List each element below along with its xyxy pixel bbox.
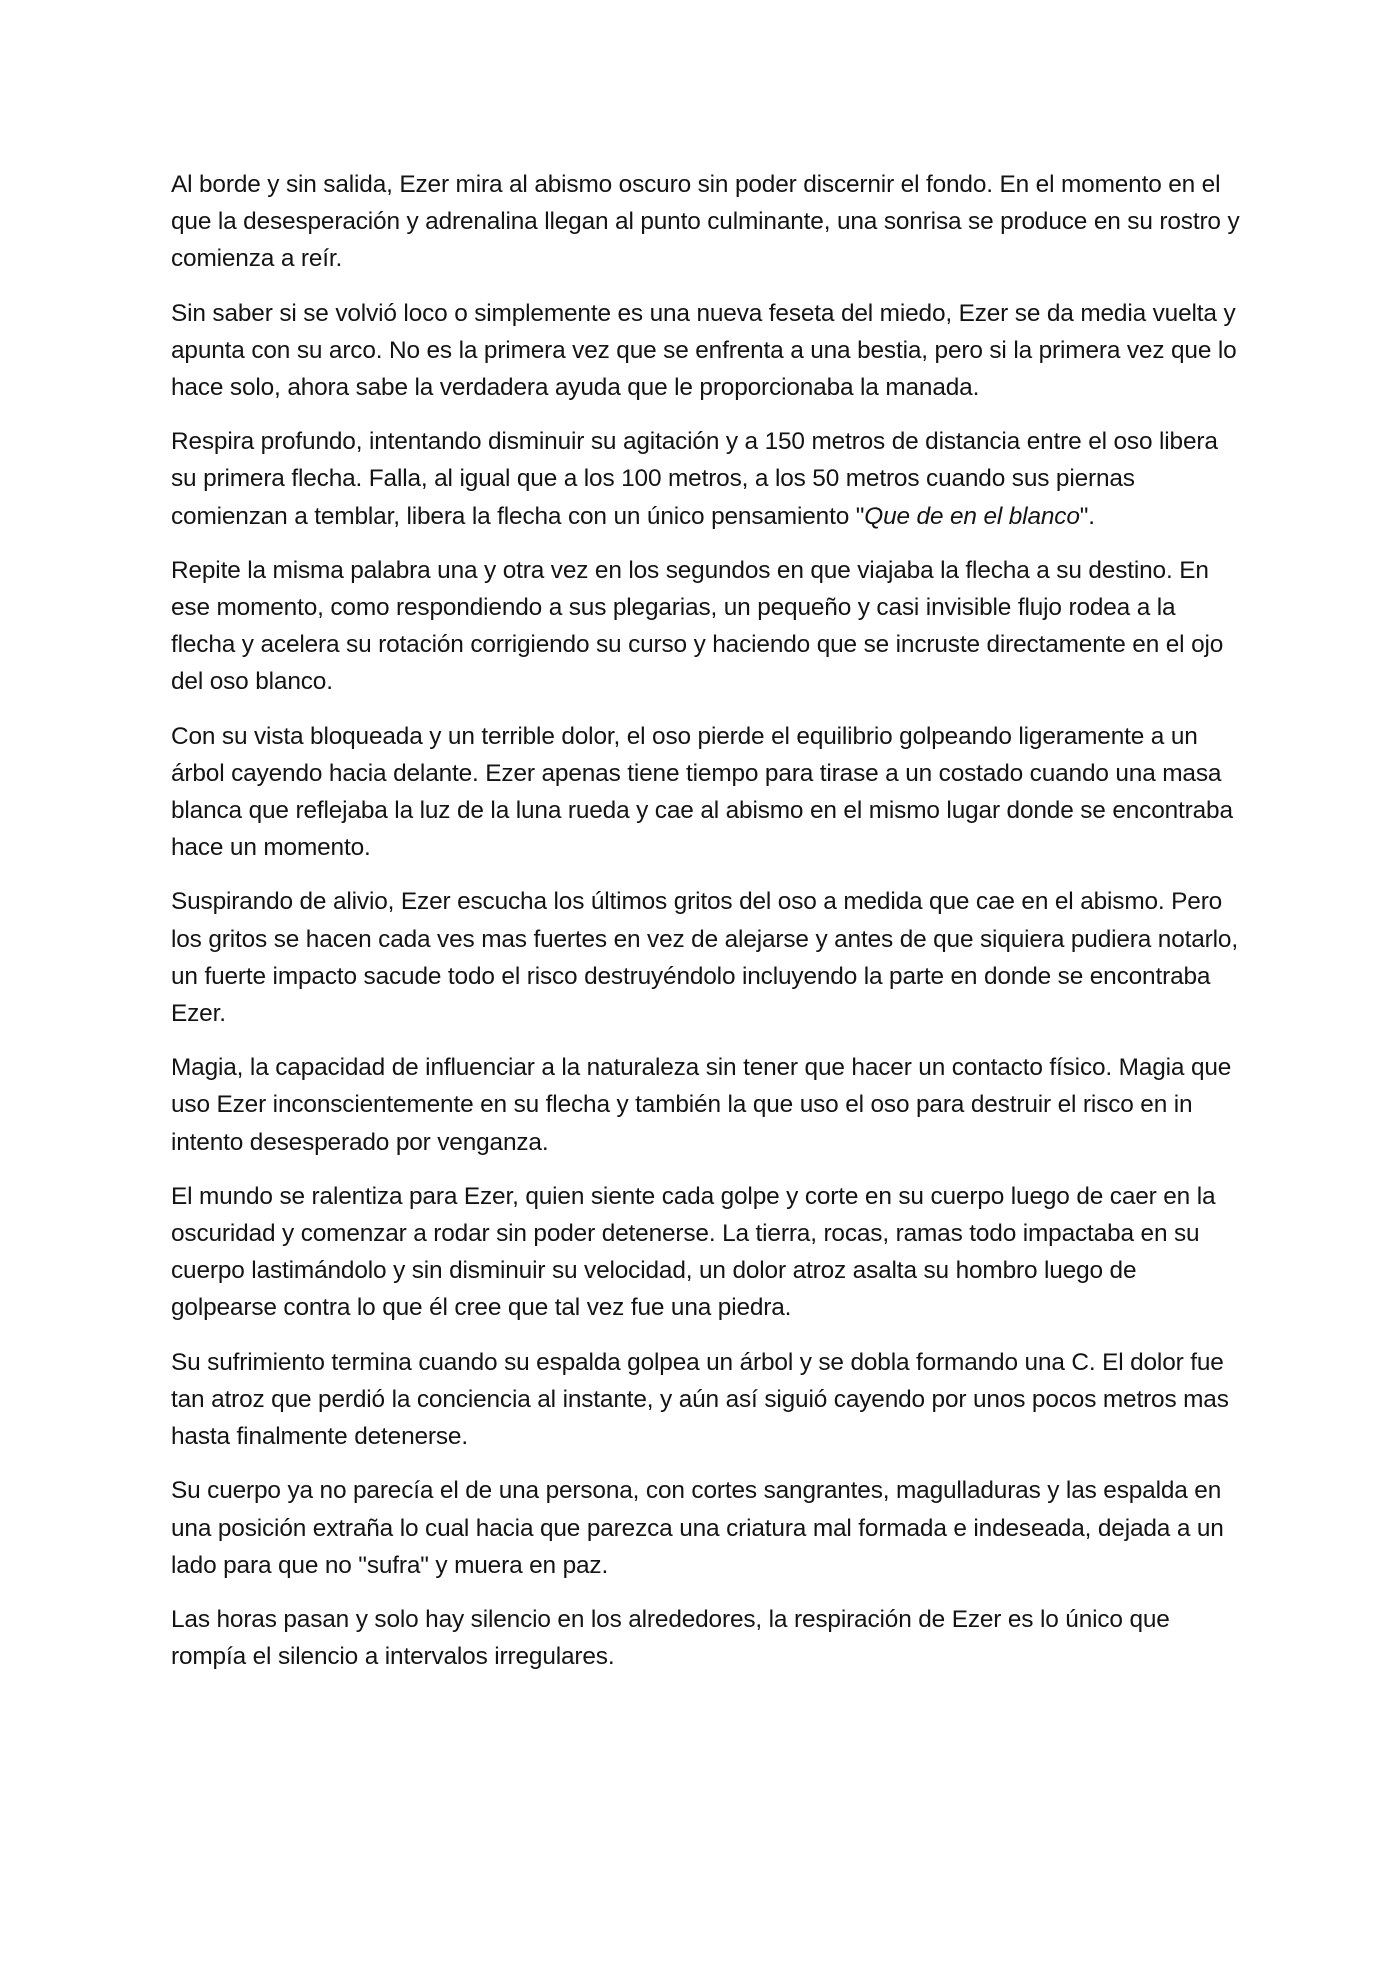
- paragraph-text: El mundo se ralentiza para Ezer, quien siente cada golpe y corte en su cuerpo luego de caer en la oscuridad y comenzar a rodar sin poder detenerse. La tierra, rocas, ramas todo impactaba en su cuerpo lastimándolo y sin disminuir su velocidad, un dolor atroz asalta su hombro luego de golpearse contra lo que él cree que tal vez fue una piedra.: [171, 1182, 1216, 1322]
- paragraph-5: [171, 718, 1241, 867]
- paragraph-text: Las horas pasan y solo hay silencio en los alrededores, la respiración de Ezer es lo único que rompía el silencio a intervalos irregulares.: [171, 1605, 1170, 1671]
- paragraph-text: Su cuerpo ya no parecía el de una persona, con cortes sangrantes, magulladuras y las espalda en una posición extraña lo cual hacia que parezca una criatura mal formada e indeseada, dejada a un lado para que no "sufra" y muera en paz.: [171, 1477, 1224, 1579]
- paragraph-text: ".: [1079, 502, 1095, 530]
- paragraph-1: [171, 166, 1241, 278]
- paragraph-text: Sin saber si se volvió loco o simplemente es una nueva feseta del miedo, Ezer se da media vuelta y apunta con su arco. No es la primera vez que se enfrenta a una bestia, pero si la primera vez que lo hace solo, ahora sabe la verdadera ayuda que le proporcionaba la manada.: [171, 299, 1237, 402]
- document-body: [171, 166, 1241, 1692]
- paragraph-text: Con su vista bloqueada y un terrible dolor, el oso pierde el equilibrio golpeando ligeramente a un árbol cayendo hacia delante. Ezer apenas tiene tiempo para tirase a un costado cuando una masa blanca que reflejaba la luz de la luna rueda y cae al abismo en el mismo lugar donde se encontraba hace un momento.: [171, 722, 1233, 862]
- paragraph-4: [171, 552, 1241, 701]
- paragraph-text: Repite la misma palabra una y otra vez en los segundos en que viajaba la flecha a su destino. En ese momento, como respondiendo a sus plegarias, un pequeño y casi invisible flujo rodea a la flecha y acelera su rotación corrigiendo su curso y haciendo que se incruste directamente en el ojo del oso blanco.: [171, 556, 1224, 696]
- paragraph-6: [171, 883, 1241, 1032]
- paragraph-11: [171, 1601, 1241, 1675]
- paragraph-text: Al borde y sin salida, Ezer mira al abismo oscuro sin poder discernir el fondo. En el momento en el que la desesperación y adrenalina llegan al punto culminante, una sonrisa se produce en su rostro y comienza a reír.: [171, 171, 1240, 273]
- paragraph-2: [171, 295, 1241, 407]
- paragraph-8: [171, 1178, 1241, 1327]
- paragraph-text: Respira profundo, intentando disminuir su agitación y a 150 metros de distancia entre el oso libera su primera flecha. Falla, al igual que a los 100 metros, a los 50 metros cuando sus piernas comienzan a temblar, libera la flecha con un único pensamiento ": [171, 428, 1218, 530]
- paragraph-10: [171, 1472, 1241, 1584]
- paragraph-3: [171, 423, 1241, 535]
- paragraph-text: Su sufrimiento termina cuando su espalda golpea un árbol y se dobla formando una C. El dolor fue tan atroz que perdió la conciencia al instante, y aún así siguió cayendo por unos pocos metros mas hasta finalmente detenerse.: [171, 1348, 1229, 1451]
- paragraph-7: [171, 1049, 1241, 1161]
- paragraph-text: Suspirando de alivio, Ezer escucha los últimos gritos del oso a medida que cae en el abismo. Pero los gritos se hacen cada ves mas fuertes en vez de alejarse y antes de que siquiera pudiera notarlo, un fuerte impacto sacude todo el risco destruyéndolo incluyendo la parte en donde se encontraba Ezer.: [171, 888, 1238, 1028]
- paragraph-9: [171, 1344, 1241, 1456]
- paragraph-text: Magia, la capacidad de influenciar a la naturaleza sin tener que hacer un contacto físico. Magia que uso Ezer inconscientemente en su flecha y también la que uso el oso para destruir el risco en in intento desesperado por venganza.: [171, 1054, 1232, 1156]
- emphasized-text: Que de en el blanco: [864, 502, 1080, 530]
